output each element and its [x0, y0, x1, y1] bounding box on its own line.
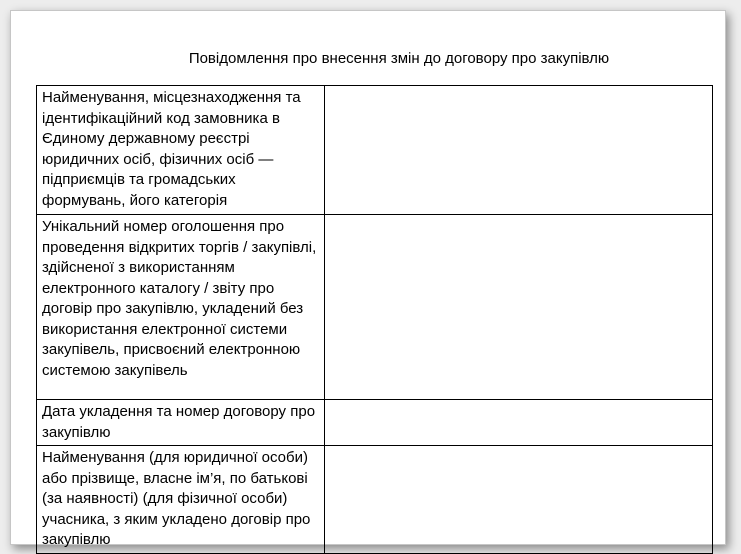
- table-row: [37, 446, 713, 554]
- procurement-notice-table: [36, 85, 713, 554]
- document-title: Повідомлення про внесення змін до договору про закупівлю: [188, 50, 610, 67]
- table-row: [37, 86, 713, 215]
- table-row: [37, 400, 713, 446]
- document-page: [10, 10, 726, 548]
- row-value-customer-name[interactable]: [325, 86, 713, 215]
- row-label-announcement-number: Унікальний номер оголошення про проведення відкритих торгів / закупівлі, здійсненої з використанням електронного каталогу / звіту про договір про закупівлю, укладений без використання електронної системи закупівель, присвоєний електронною системою закупівель: [37, 215, 325, 400]
- table-row: [37, 215, 713, 400]
- row-label-contract-date-number: Дата укладення та номер договору про закупівлю: [37, 400, 325, 446]
- row-value-contract-date-number[interactable]: [325, 400, 713, 446]
- row-value-announcement-number[interactable]: [325, 215, 713, 400]
- row-value-participant-name[interactable]: [325, 446, 713, 554]
- row-label-participant-name: Найменування (для юридичної особи) або прізвище, власне ім’я, по батькові (за наявності) (для фізичної особи) учасника, з яким укладено договір про закупівлю: [37, 446, 325, 554]
- row-label-customer-name: Найменування, місцезнаходження та ідентифікаційний код замовника в Єдиному державному реєстрі юридичних осіб, фізичних осіб — підприємців та громадських формувань, його категорія: [37, 86, 325, 215]
